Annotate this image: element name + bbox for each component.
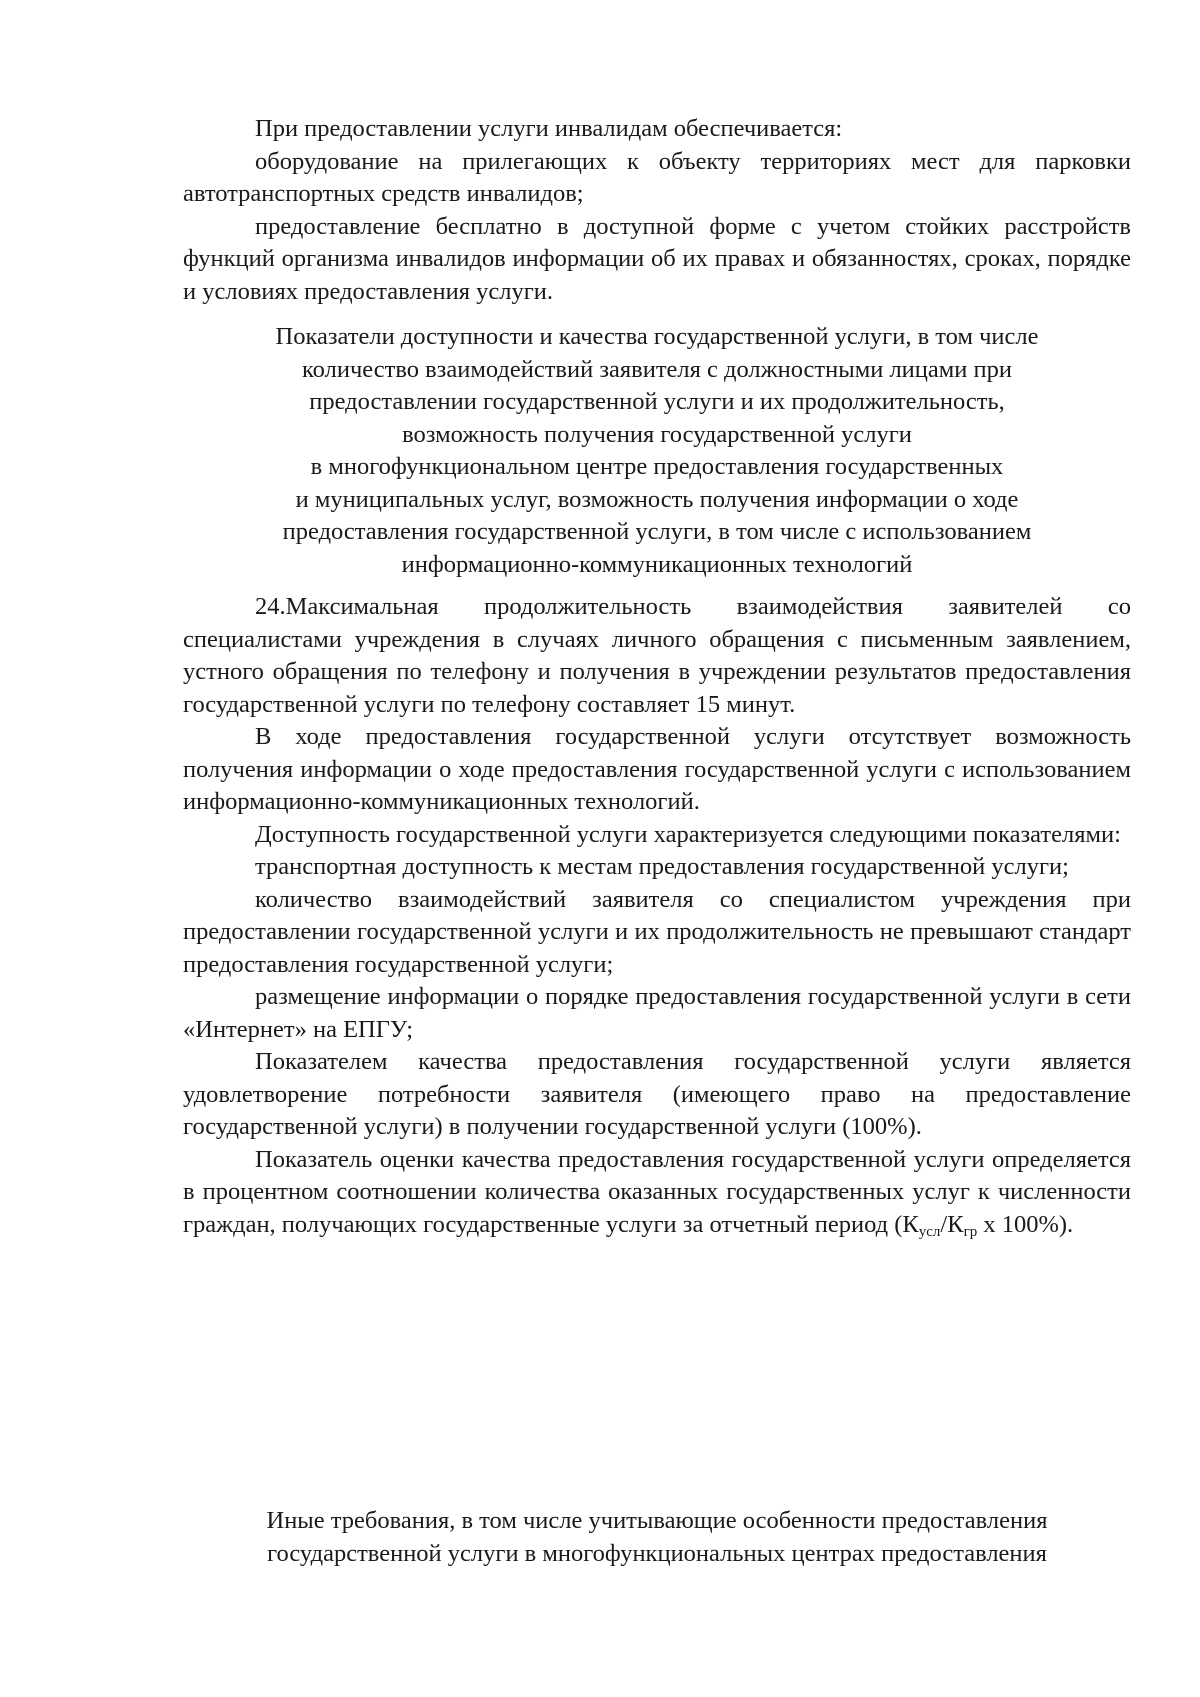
heading-line: предоставления государственной услуги, в том числе с использованием xyxy=(282,518,1032,545)
heading-line: количество взаимодействий заявителя с должностными лицами при xyxy=(302,355,1012,383)
heading-line: информационно-коммуникационных технологий xyxy=(401,550,913,578)
formula-subscript: гр xyxy=(963,1223,978,1240)
paragraph: Показателем качества предоставления государственной услуги является удовлетворение потребности заявителя (имеющего право на предоставление государственной услуги) в получении государственной услуги (100%). xyxy=(183,1048,1131,1140)
formula-text: х 100%). xyxy=(977,1210,1074,1238)
heading-line: предоставлении государственной услуги и их продолжительность, xyxy=(309,388,1005,415)
formula-text: /К xyxy=(940,1210,964,1238)
quality-formula-paragraph xyxy=(183,1144,1131,1242)
heading-line: государственной услуги в многофункциональных центрах предоставления xyxy=(267,1539,1047,1567)
section-disability-provisions xyxy=(183,113,1131,308)
paragraph: оборудование на прилегающих к объекту территориях мест для парковки автотранспортных средств инвалидов; xyxy=(183,147,1131,207)
paragraph: 24.Максимальная продолжительность взаимодействия заявителей со специалистами учреждения в случаях личного обращения с письменным заявлением, устного обращения по телефону и получения в учреждении результатов предоставления государственной услуги по телефону составляет 15 минут. xyxy=(183,593,1131,718)
heading-line: в многофункциональном центре предоставления государственных xyxy=(310,453,1004,480)
heading-line: и муниципальных услуг, возможность получения информации о ходе xyxy=(295,485,1019,513)
formula-subscript: усл xyxy=(918,1223,941,1240)
paragraph: размещение информации о порядке предоставления государственной услуги в сети «Интернет» на ЕПГУ; xyxy=(183,983,1131,1043)
paragraph: В ходе предоставления государственной услуги отсутствует возможность получения информации о ходе предоставления государственной услуги с использованием информационно-коммуникационных технологий. xyxy=(183,723,1131,815)
section-item-24 xyxy=(183,591,1131,1241)
paragraph: Доступность государственной услуги характеризуется следующими показателями: xyxy=(255,820,1121,848)
paragraph: количество взаимодействий заявителя со специалистом учреждения при предоставлении государственной услуги и их продолжительность не превышают стандарт предоставления государственной услуги; xyxy=(183,885,1131,978)
heading-line: Показатели доступности и качества государственной услуги, в том числе xyxy=(275,323,1039,350)
section-heading-other-requirements xyxy=(183,1505,1131,1570)
heading-line: Иные требования, в том числе учитывающие особенности предоставления xyxy=(266,1507,1048,1534)
paragraph: предоставление бесплатно в доступной форме с учетом стойких расстройств функций организма инвалидов информации об их правах и обязанностях, сроках, порядке и условиях предоставления услуги. xyxy=(183,212,1131,305)
heading-line: возможность получения государственной услуги xyxy=(402,420,912,448)
section-heading-accessibility-indicators xyxy=(183,321,1131,581)
paragraph: При предоставлении услуги инвалидам обеспечивается: xyxy=(255,115,843,142)
paragraph: транспортная доступность к местам предоставления государственной услуги; xyxy=(255,853,1069,880)
formula-text: Показатель оценки качества предоставления государственной услуги определяется в процентном соотношении количества оказанных государственных услуг к численности граждан, получающих государственные услуги за отчетный период (К xyxy=(183,1145,1131,1238)
